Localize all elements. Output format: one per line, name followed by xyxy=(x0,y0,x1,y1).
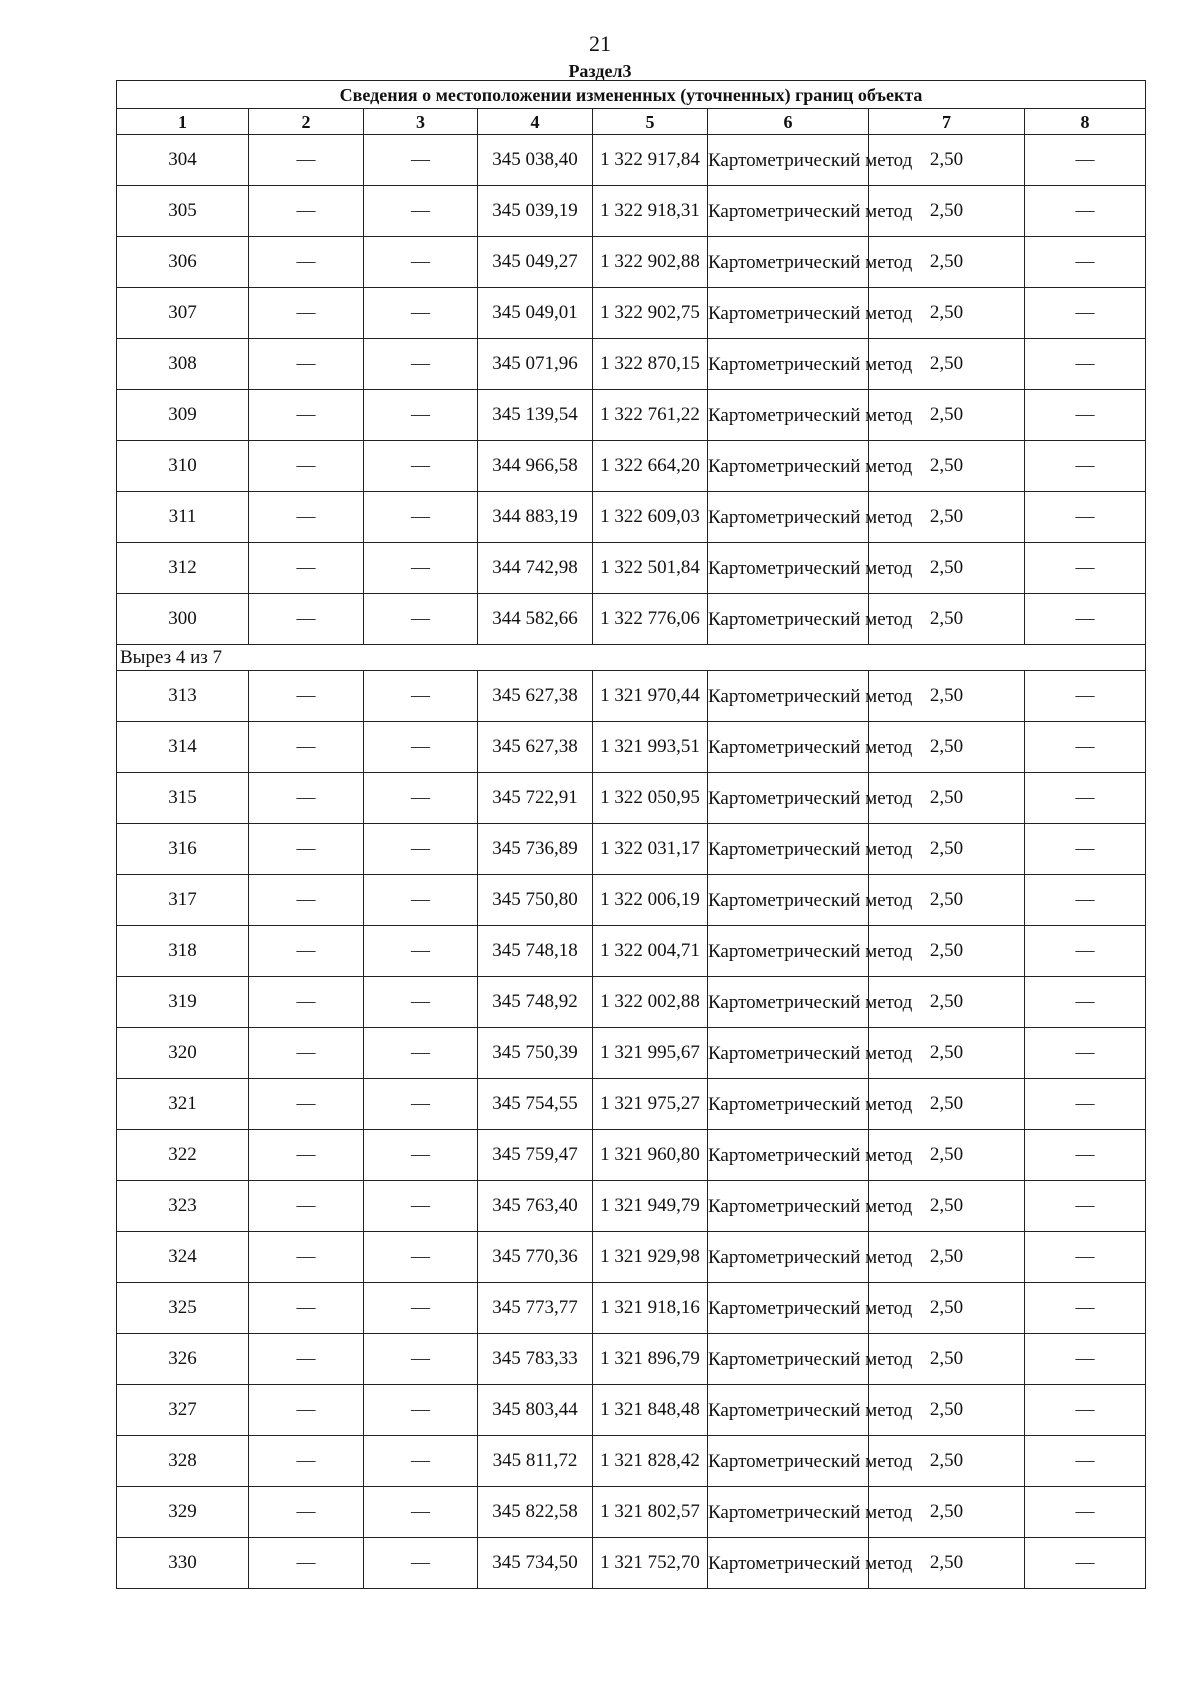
table-row xyxy=(117,288,1146,339)
accuracy-cell: 2,50 xyxy=(869,977,1025,1028)
accuracy-cell: 2,50 xyxy=(869,492,1025,543)
table-row xyxy=(117,186,1146,237)
col3-cell: — xyxy=(364,594,478,645)
col8-cell: — xyxy=(1025,594,1146,645)
col8-cell: — xyxy=(1025,441,1146,492)
x-coordinate-cell: 345 754,55 xyxy=(478,1079,593,1130)
table-row xyxy=(117,441,1146,492)
table-row xyxy=(117,543,1146,594)
method-cell: Картометрический метод xyxy=(708,1130,869,1181)
col2-cell: — xyxy=(249,1232,364,1283)
point-number-cell: 325 xyxy=(117,1283,249,1334)
x-coordinate-cell: 345 811,72 xyxy=(478,1436,593,1487)
x-coordinate-cell: 345 750,39 xyxy=(478,1028,593,1079)
col8-cell: — xyxy=(1025,1283,1146,1334)
col3-cell: — xyxy=(364,1028,478,1079)
method-cell: Картометрический метод xyxy=(708,1079,869,1130)
x-coordinate-cell: 345 039,19 xyxy=(478,186,593,237)
column-header: 5 xyxy=(593,109,708,135)
method-cell: Картометрический метод xyxy=(708,977,869,1028)
col2-cell: — xyxy=(249,824,364,875)
col8-cell: — xyxy=(1025,824,1146,875)
col3-cell: — xyxy=(364,1538,478,1589)
accuracy-cell: 2,50 xyxy=(869,1334,1025,1385)
table-row xyxy=(117,722,1146,773)
column-header: 7 xyxy=(869,109,1025,135)
col8-cell: — xyxy=(1025,977,1146,1028)
col8-cell: — xyxy=(1025,1028,1146,1079)
point-number-cell: 324 xyxy=(117,1232,249,1283)
x-coordinate-cell: 345 783,33 xyxy=(478,1334,593,1385)
method-cell: Картометрический метод xyxy=(708,773,869,824)
method-cell: Картометрический метод xyxy=(708,339,869,390)
col3-cell: — xyxy=(364,186,478,237)
x-coordinate-cell: 345 722,91 xyxy=(478,773,593,824)
method-cell: Картометрический метод xyxy=(708,1232,869,1283)
accuracy-cell: 2,50 xyxy=(869,722,1025,773)
method-cell: Картометрический метод xyxy=(708,671,869,722)
y-coordinate-cell: 1 322 870,15 xyxy=(593,339,708,390)
col8-cell: — xyxy=(1025,1232,1146,1283)
col8-cell: — xyxy=(1025,671,1146,722)
col8-cell: — xyxy=(1025,543,1146,594)
y-coordinate-cell: 1 322 917,84 xyxy=(593,135,708,186)
column-header: 3 xyxy=(364,109,478,135)
accuracy-cell: 2,50 xyxy=(869,186,1025,237)
accuracy-cell: 2,50 xyxy=(869,441,1025,492)
col3-cell: — xyxy=(364,339,478,390)
accuracy-cell: 2,50 xyxy=(869,1232,1025,1283)
x-coordinate-cell: 345 049,01 xyxy=(478,288,593,339)
table-row xyxy=(117,1538,1146,1589)
y-coordinate-cell: 1 321 949,79 xyxy=(593,1181,708,1232)
col8-cell: — xyxy=(1025,288,1146,339)
y-coordinate-cell: 1 322 031,17 xyxy=(593,824,708,875)
col2-cell: — xyxy=(249,1538,364,1589)
x-coordinate-cell: 345 627,38 xyxy=(478,722,593,773)
col2-cell: — xyxy=(249,492,364,543)
method-cell: Картометрический метод xyxy=(708,1436,869,1487)
method-cell: Картометрический метод xyxy=(708,135,869,186)
col2-cell: — xyxy=(249,1079,364,1130)
col3-cell: — xyxy=(364,1334,478,1385)
x-coordinate-cell: 344 966,58 xyxy=(478,441,593,492)
col3-cell: — xyxy=(364,1385,478,1436)
table-row xyxy=(117,1028,1146,1079)
point-number-cell: 318 xyxy=(117,926,249,977)
col3-cell: — xyxy=(364,543,478,594)
section-title: Раздел3 xyxy=(568,61,632,81)
y-coordinate-cell: 1 321 929,98 xyxy=(593,1232,708,1283)
table-row xyxy=(117,594,1146,645)
table-row xyxy=(117,1436,1146,1487)
point-number-cell: 322 xyxy=(117,1130,249,1181)
point-number-cell: 313 xyxy=(117,671,249,722)
boundary-coordinates-table xyxy=(116,80,1146,1589)
table-row xyxy=(117,671,1146,722)
y-coordinate-cell: 1 322 501,84 xyxy=(593,543,708,594)
accuracy-cell: 2,50 xyxy=(869,875,1025,926)
y-coordinate-cell: 1 322 050,95 xyxy=(593,773,708,824)
table-row xyxy=(117,773,1146,824)
col2-cell: — xyxy=(249,441,364,492)
accuracy-cell: 2,50 xyxy=(869,671,1025,722)
col3-cell: — xyxy=(364,1130,478,1181)
table-row xyxy=(117,492,1146,543)
col2-cell: — xyxy=(249,390,364,441)
method-cell: Картометрический метод xyxy=(708,875,869,926)
col2-cell: — xyxy=(249,1181,364,1232)
y-coordinate-cell: 1 322 002,88 xyxy=(593,977,708,1028)
point-number-cell: 329 xyxy=(117,1487,249,1538)
x-coordinate-cell: 345 748,18 xyxy=(478,926,593,977)
x-coordinate-cell: 345 734,50 xyxy=(478,1538,593,1589)
x-coordinate-cell: 344 883,19 xyxy=(478,492,593,543)
group-label: Вырез 4 из 7 xyxy=(117,645,1146,671)
point-number-cell: 300 xyxy=(117,594,249,645)
column-header: 4 xyxy=(478,109,593,135)
x-coordinate-cell: 345 038,40 xyxy=(478,135,593,186)
point-number-cell: 317 xyxy=(117,875,249,926)
col3-cell: — xyxy=(364,1181,478,1232)
method-cell: Картометрический метод xyxy=(708,543,869,594)
col2-cell: — xyxy=(249,671,364,722)
method-cell: Картометрический метод xyxy=(708,594,869,645)
method-cell: Картометрический метод xyxy=(708,1334,869,1385)
col3-cell: — xyxy=(364,135,478,186)
col8-cell: — xyxy=(1025,773,1146,824)
x-coordinate-cell: 344 582,66 xyxy=(478,594,593,645)
col2-cell: — xyxy=(249,1283,364,1334)
y-coordinate-cell: 1 321 848,48 xyxy=(593,1385,708,1436)
accuracy-cell: 2,50 xyxy=(869,390,1025,441)
accuracy-cell: 2,50 xyxy=(869,1283,1025,1334)
col8-cell: — xyxy=(1025,135,1146,186)
x-coordinate-cell: 345 773,77 xyxy=(478,1283,593,1334)
col2-cell: — xyxy=(249,594,364,645)
col3-cell: — xyxy=(364,492,478,543)
table-row xyxy=(117,824,1146,875)
col3-cell: — xyxy=(364,671,478,722)
col8-cell: — xyxy=(1025,1487,1146,1538)
method-cell: Картометрический метод xyxy=(708,186,869,237)
table-row xyxy=(117,390,1146,441)
accuracy-cell: 2,50 xyxy=(869,1028,1025,1079)
col2-cell: — xyxy=(249,1334,364,1385)
x-coordinate-cell: 345 139,54 xyxy=(478,390,593,441)
col8-cell: — xyxy=(1025,390,1146,441)
point-number-cell: 308 xyxy=(117,339,249,390)
col8-cell: — xyxy=(1025,875,1146,926)
x-coordinate-cell: 345 770,36 xyxy=(478,1232,593,1283)
y-coordinate-cell: 1 322 918,31 xyxy=(593,186,708,237)
col3-cell: — xyxy=(364,977,478,1028)
col3-cell: — xyxy=(364,441,478,492)
y-coordinate-cell: 1 321 752,70 xyxy=(593,1538,708,1589)
col2-cell: — xyxy=(249,1436,364,1487)
col3-cell: — xyxy=(364,1079,478,1130)
col2-cell: — xyxy=(249,926,364,977)
accuracy-cell: 2,50 xyxy=(869,594,1025,645)
accuracy-cell: 2,50 xyxy=(869,1079,1025,1130)
col2-cell: — xyxy=(249,237,364,288)
point-number-cell: 330 xyxy=(117,1538,249,1589)
point-number-cell: 309 xyxy=(117,390,249,441)
y-coordinate-cell: 1 321 993,51 xyxy=(593,722,708,773)
accuracy-cell: 2,50 xyxy=(869,135,1025,186)
col3-cell: — xyxy=(364,390,478,441)
col2-cell: — xyxy=(249,543,364,594)
table-row xyxy=(117,1487,1146,1538)
col3-cell: — xyxy=(364,926,478,977)
col2-cell: — xyxy=(249,1028,364,1079)
point-number-cell: 327 xyxy=(117,1385,249,1436)
method-cell: Картометрический метод xyxy=(708,1028,869,1079)
col2-cell: — xyxy=(249,288,364,339)
x-coordinate-cell: 345 759,47 xyxy=(478,1130,593,1181)
point-number-cell: 316 xyxy=(117,824,249,875)
table-row xyxy=(117,1385,1146,1436)
y-coordinate-cell: 1 322 609,03 xyxy=(593,492,708,543)
col3-cell: — xyxy=(364,773,478,824)
method-cell: Картометрический метод xyxy=(708,441,869,492)
method-cell: Картометрический метод xyxy=(708,390,869,441)
col3-cell: — xyxy=(364,824,478,875)
accuracy-cell: 2,50 xyxy=(869,926,1025,977)
point-number-cell: 310 xyxy=(117,441,249,492)
page-number: 21 xyxy=(589,31,611,56)
x-coordinate-cell: 345 736,89 xyxy=(478,824,593,875)
y-coordinate-cell: 1 322 664,20 xyxy=(593,441,708,492)
x-coordinate-cell: 345 071,96 xyxy=(478,339,593,390)
col2-cell: — xyxy=(249,1130,364,1181)
x-coordinate-cell: 345 803,44 xyxy=(478,1385,593,1436)
col3-cell: — xyxy=(364,288,478,339)
x-coordinate-cell: 345 627,38 xyxy=(478,671,593,722)
col8-cell: — xyxy=(1025,1538,1146,1589)
table-caption: Сведения о местоположении измененных (уточненных) границ объекта xyxy=(117,81,1146,109)
col2-cell: — xyxy=(249,186,364,237)
point-number-cell: 311 xyxy=(117,492,249,543)
col3-cell: — xyxy=(364,1232,478,1283)
x-coordinate-cell: 345 822,58 xyxy=(478,1487,593,1538)
col3-cell: — xyxy=(364,1436,478,1487)
y-coordinate-cell: 1 322 902,75 xyxy=(593,288,708,339)
accuracy-cell: 2,50 xyxy=(869,824,1025,875)
table-row xyxy=(117,1130,1146,1181)
accuracy-cell: 2,50 xyxy=(869,1130,1025,1181)
method-cell: Картометрический метод xyxy=(708,722,869,773)
col3-cell: — xyxy=(364,722,478,773)
accuracy-cell: 2,50 xyxy=(869,1436,1025,1487)
col8-cell: — xyxy=(1025,926,1146,977)
x-coordinate-cell: 344 742,98 xyxy=(478,543,593,594)
col3-cell: — xyxy=(364,1283,478,1334)
method-cell: Картометрический метод xyxy=(708,288,869,339)
col3-cell: — xyxy=(364,237,478,288)
method-cell: Картометрический метод xyxy=(708,1385,869,1436)
method-cell: Картометрический метод xyxy=(708,1283,869,1334)
table-row xyxy=(117,237,1146,288)
table-caption-row xyxy=(117,81,1146,109)
y-coordinate-cell: 1 321 960,80 xyxy=(593,1130,708,1181)
accuracy-cell: 2,50 xyxy=(869,1487,1025,1538)
table-row xyxy=(117,1181,1146,1232)
y-coordinate-cell: 1 322 761,22 xyxy=(593,390,708,441)
point-number-cell: 304 xyxy=(117,135,249,186)
col8-cell: — xyxy=(1025,237,1146,288)
y-coordinate-cell: 1 321 918,16 xyxy=(593,1283,708,1334)
column-header: 6 xyxy=(708,109,869,135)
method-cell: Картометрический метод xyxy=(708,492,869,543)
point-number-cell: 320 xyxy=(117,1028,249,1079)
y-coordinate-cell: 1 322 006,19 xyxy=(593,875,708,926)
col2-cell: — xyxy=(249,135,364,186)
point-number-cell: 323 xyxy=(117,1181,249,1232)
col2-cell: — xyxy=(249,339,364,390)
method-cell: Картометрический метод xyxy=(708,1181,869,1232)
method-cell: Картометрический метод xyxy=(708,824,869,875)
col8-cell: — xyxy=(1025,492,1146,543)
table-body xyxy=(117,135,1146,1589)
method-cell: Картометрический метод xyxy=(708,926,869,977)
accuracy-cell: 2,50 xyxy=(869,773,1025,824)
table-row xyxy=(117,875,1146,926)
x-coordinate-cell: 345 049,27 xyxy=(478,237,593,288)
col2-cell: — xyxy=(249,1487,364,1538)
col8-cell: — xyxy=(1025,339,1146,390)
y-coordinate-cell: 1 321 970,44 xyxy=(593,671,708,722)
accuracy-cell: 2,50 xyxy=(869,339,1025,390)
point-number-cell: 314 xyxy=(117,722,249,773)
column-header: 2 xyxy=(249,109,364,135)
y-coordinate-cell: 1 321 975,27 xyxy=(593,1079,708,1130)
y-coordinate-cell: 1 321 802,57 xyxy=(593,1487,708,1538)
x-coordinate-cell: 345 763,40 xyxy=(478,1181,593,1232)
point-number-cell: 328 xyxy=(117,1436,249,1487)
col2-cell: — xyxy=(249,773,364,824)
accuracy-cell: 2,50 xyxy=(869,1538,1025,1589)
col2-cell: — xyxy=(249,722,364,773)
col8-cell: — xyxy=(1025,1436,1146,1487)
y-coordinate-cell: 1 322 902,88 xyxy=(593,237,708,288)
y-coordinate-cell: 1 322 776,06 xyxy=(593,594,708,645)
column-header: 1 xyxy=(117,109,249,135)
point-number-cell: 305 xyxy=(117,186,249,237)
accuracy-cell: 2,50 xyxy=(869,237,1025,288)
y-coordinate-cell: 1 321 995,67 xyxy=(593,1028,708,1079)
method-cell: Картометрический метод xyxy=(708,1538,869,1589)
y-coordinate-cell: 1 321 896,79 xyxy=(593,1334,708,1385)
point-number-cell: 315 xyxy=(117,773,249,824)
col8-cell: — xyxy=(1025,1334,1146,1385)
table-row xyxy=(117,135,1146,186)
accuracy-cell: 2,50 xyxy=(869,543,1025,594)
point-number-cell: 306 xyxy=(117,237,249,288)
col2-cell: — xyxy=(249,875,364,926)
point-number-cell: 326 xyxy=(117,1334,249,1385)
col8-cell: — xyxy=(1025,1181,1146,1232)
col8-cell: — xyxy=(1025,1130,1146,1181)
accuracy-cell: 2,50 xyxy=(869,288,1025,339)
point-number-cell: 307 xyxy=(117,288,249,339)
table-row xyxy=(117,339,1146,390)
method-cell: Картометрический метод xyxy=(708,1487,869,1538)
col2-cell: — xyxy=(249,1385,364,1436)
point-number-cell: 321 xyxy=(117,1079,249,1130)
col8-cell: — xyxy=(1025,1079,1146,1130)
table-row xyxy=(117,1334,1146,1385)
col2-cell: — xyxy=(249,977,364,1028)
accuracy-cell: 2,50 xyxy=(869,1181,1025,1232)
table-row xyxy=(117,926,1146,977)
col8-cell: — xyxy=(1025,1385,1146,1436)
x-coordinate-cell: 345 748,92 xyxy=(478,977,593,1028)
col3-cell: — xyxy=(364,875,478,926)
col8-cell: — xyxy=(1025,722,1146,773)
table-row xyxy=(117,1283,1146,1334)
table-row xyxy=(117,1079,1146,1130)
point-number-cell: 312 xyxy=(117,543,249,594)
col3-cell: — xyxy=(364,1487,478,1538)
column-header-row xyxy=(117,109,1146,135)
accuracy-cell: 2,50 xyxy=(869,1385,1025,1436)
point-number-cell: 319 xyxy=(117,977,249,1028)
table-row xyxy=(117,1232,1146,1283)
table-row xyxy=(117,977,1146,1028)
group-label-row xyxy=(117,645,1146,671)
column-header: 8 xyxy=(1025,109,1146,135)
x-coordinate-cell: 345 750,80 xyxy=(478,875,593,926)
col8-cell: — xyxy=(1025,186,1146,237)
method-cell: Картометрический метод xyxy=(708,237,869,288)
y-coordinate-cell: 1 322 004,71 xyxy=(593,926,708,977)
y-coordinate-cell: 1 321 828,42 xyxy=(593,1436,708,1487)
